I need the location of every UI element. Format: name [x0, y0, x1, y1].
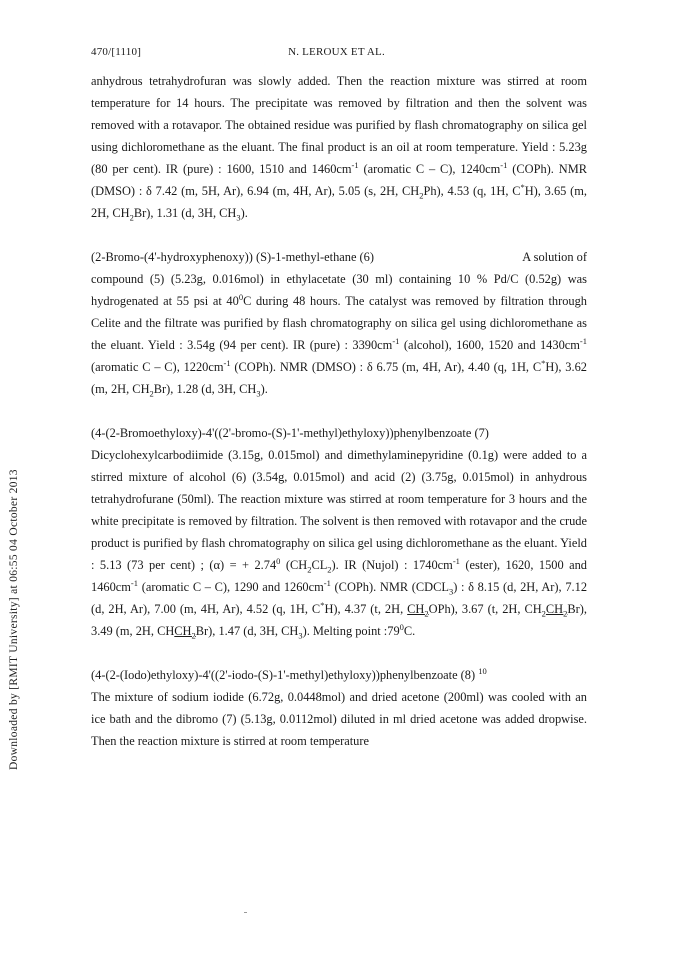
paragraph-compound-5-workup: anhydrous tetrahydrofuran was slowly added. Then the reaction mixture was stirred at room temperature for 14 hours. The precipitate was removed by filtration and then the solvent was removed with a rotavapor. The obtained residue was purified by flash chromatography on silica gel using dichloromethane as the eluant. The final product is an oil at room temperature. Yield : 5.23g (80 per cent). IR (pure) : 1600, 1510 and $1460cm^{-1}$ (aromatic C – C), $1240cm^{-1}$ (COPh). NMR (DMSO) : δ 7.42 (m, 5H, Ar), 6.94 (m, 4H, Ar), 5.05 (s, 2H, $CH_2Ph$), 4.53 (q, 1H, C*H), 3.65 (m, 2H, $CH_2Br$), 1.31 (d, 3H, $CH_3$). [91, 74, 587, 223]
paragraph-compound-8: The mixture of sodium iodide (6.72g, 0.0448mol) and dried acetone (200ml) was cooled with an ice bath and the dibromo (7) (5.13g, 0.0112mol) diluted in ml dried acetone was added dropwise. Then the reaction mixture is stirred at room temperature [91, 690, 587, 748]
compound-6-lead-in: A solution of [522, 250, 587, 264]
paragraph-compound-6: compound (5) (5.23g, 0.016mol) in ethylacetate (30 ml) containing 10 % Pd/C (0.52g) was hydrogenated at 55 psi at $40^0C$ during 48 hours. The catalyst was removed by filtration through Celite and the filtrate was purified by flash chromatography on silica gel using dichloromethane as the eluant. Yield : 3.54g (94 per cent). IR (pure) : $3390cm^{-1}$ (alcohol), 1600, 1520 and $1430cm^{-1}$ (aromatic C – C), $1220cm^{-1}$ (COPh). NMR (DMSO) : δ 6.75 (m, 4H, Ar), 4.40 (q, 1H, C*H), 3.62 (m, 2H, $CH_2Br$), 1.28 (d, 3H, $CH_3$). [91, 272, 588, 399]
compound-6-title: (2-Bromo-(4'-hydroxyphenoxy)) (S)-1-methyl-ethane (6) [91, 250, 375, 264]
download-watermark-note: Downloaded by [RMIT University] at 06:55 04 October 2013 [8, 469, 20, 770]
scan-speck [244, 912, 247, 913]
reference-number: 10 [478, 665, 487, 676]
compound-7-title: (4-(2-Bromoethyloxy)-4'((2'-bromo-(S)-1'-methyl)ethyloxy))phenylbenzoate (7) [91, 426, 489, 440]
paragraph-gap [91, 400, 587, 422]
running-head-authors: N. LEROUX ET AL. [288, 46, 385, 58]
page-reference: 470/[1110] [91, 46, 142, 58]
paragraph-compound-7: Dicyclohexylcarbodiimide (3.15g, 0.015mol) and dimethylaminepyridine (0.1g) were added to a stirred mixture of alcohol (6) (3.54g, 0.015mol) and acid (2) (3.75g, 0.015mol) in anhydrous tetrahydrofurane (50ml). The reaction mixture was stirred at room temperature for 3 hours and the white precipitate is removed by filtration. The solvent is then removed with rotavapor and the crude product is purified by flash chromatography on silica gel using dichloromethane as the eluant. Yield : 5.13 (73 per cent) ; (α) = + $2.74^0$ $(CH_2CL_2)$. IR (Nujol) : $1740cm^{-1}$ (ester), 1620, 1500 and $1460cm^{-1}$ (aromatic C – C), 1290 and $1260cm^{-1}$ (COPh). NMR $(CDCL_3)$ : δ 8.15 (d, 2H, Ar), 7.12 (d, 2H, Ar), 7.00 (m, 4H, Ar), 4.52 (q, 1H, C*H), 4.37 (t, 2H, $CH_2OPh$), 3.67 (t, 2H, $CH_2CH_2Br$), 3.49 (m, 2H, $CHCH_2Br$), 1.47 (d, 3H, $CH_3$). Melting point $:79^0C$. [91, 448, 588, 641]
paragraph-gap [91, 642, 587, 664]
compound-8-heading-row [91, 664, 587, 686]
body-text [91, 70, 587, 752]
compound-8-title: (4-(2-(Iodo)ethyloxy)-4'((2'-iodo-(S)-1'-methyl)ethyloxy))phenylbenzoate (8) [91, 668, 479, 682]
compound-6-heading-row [91, 246, 587, 268]
paragraph-gap [91, 224, 587, 246]
